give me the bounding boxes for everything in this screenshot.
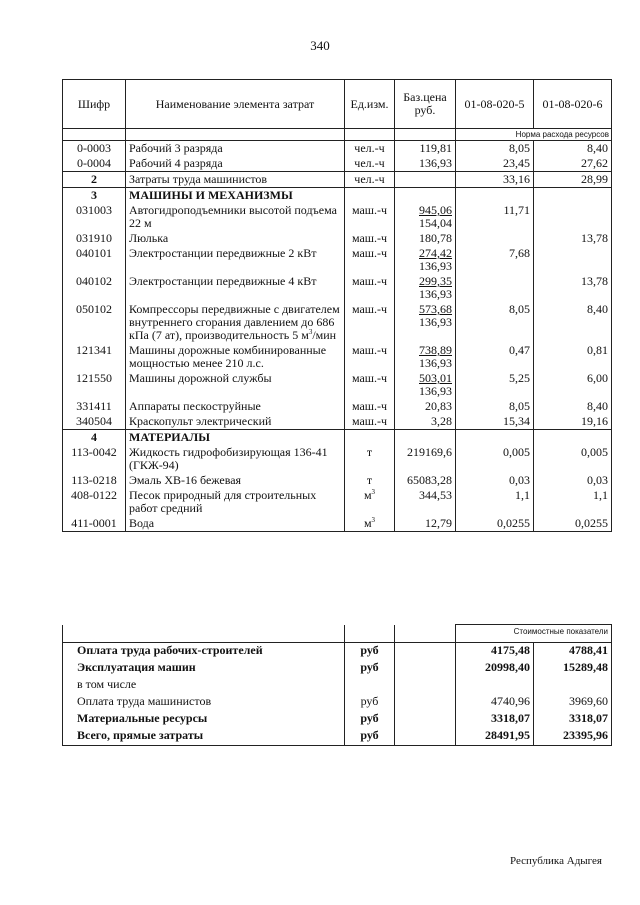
row-name-text: Машины дорожной службы xyxy=(129,371,272,385)
table-row xyxy=(63,516,612,532)
row-unit xyxy=(345,172,395,188)
row-value-col1: 8,05 xyxy=(456,141,534,157)
table-row xyxy=(63,203,612,231)
row-price xyxy=(395,430,456,446)
row-code: 113-0042 xyxy=(63,445,126,473)
row-code: 031910 xyxy=(63,231,126,246)
row-value-col2: 19,16 xyxy=(534,414,612,430)
row-price-main: 274,42 xyxy=(419,246,452,260)
summary-unit: руб xyxy=(345,728,395,746)
row-value-col1 xyxy=(456,430,534,446)
row-price-wage: 136,93 xyxy=(419,287,452,301)
row-name xyxy=(126,231,345,246)
row-value-col2: 13,78 xyxy=(534,274,612,302)
table-row xyxy=(63,231,612,246)
row-unit xyxy=(345,188,395,204)
row-name xyxy=(126,488,345,516)
row-name xyxy=(126,516,345,532)
row-price xyxy=(395,274,456,302)
row-name-text: Люлька xyxy=(129,231,169,245)
row-value-col2: 28,99 xyxy=(534,172,612,188)
row-price-wage: 136,93 xyxy=(419,384,452,398)
summary-value-col2 xyxy=(534,677,612,694)
row-price: 136,93 xyxy=(395,156,456,172)
row-price-wage: 136,93 xyxy=(419,259,452,273)
row-unit xyxy=(345,231,395,246)
row-unit xyxy=(345,473,395,488)
row-unit-text: маш.-ч xyxy=(351,343,388,357)
row-name-text: Электростанции передвижные 2 кВт xyxy=(129,246,317,260)
row-value-col2: 8,40 xyxy=(534,399,612,414)
row-unit xyxy=(345,414,395,430)
row-unit xyxy=(345,302,395,343)
row-price xyxy=(395,343,456,371)
row-price: 344,53 xyxy=(395,488,456,516)
row-price-wage: 154,04 xyxy=(419,216,452,230)
row-name xyxy=(126,343,345,371)
row-value-col1: 11,71 xyxy=(456,203,534,231)
row-value-col2: 27,62 xyxy=(534,156,612,172)
page-number: 340 xyxy=(310,38,330,53)
row-unit-text: чел.-ч xyxy=(354,172,385,186)
row-unit-text: маш.-ч xyxy=(351,203,388,217)
table-row xyxy=(63,274,612,302)
summary-row xyxy=(63,711,612,728)
row-name xyxy=(126,156,345,172)
row-name xyxy=(126,371,345,399)
summary-label: Оплата труда машинистов xyxy=(63,694,345,711)
row-price xyxy=(395,371,456,399)
row-unit xyxy=(345,141,395,157)
table-row xyxy=(63,246,612,274)
row-name-text: Вода xyxy=(129,516,155,530)
row-unit xyxy=(345,246,395,274)
summary-unit xyxy=(345,677,395,694)
summary-row xyxy=(63,728,612,746)
table-row xyxy=(63,343,612,371)
subheader-norm: Норма расхода ресурсов xyxy=(456,129,612,141)
row-unit xyxy=(345,445,395,473)
summary-label: Всего, прямые затраты xyxy=(63,728,345,746)
row-price: 12,79 xyxy=(395,516,456,532)
summary-row xyxy=(63,643,612,661)
row-name-text: Электростанции передвижные 4 кВт xyxy=(129,274,317,288)
summary-label: Материальные ресурсы xyxy=(63,711,345,728)
header-col2: 01-08-020-6 xyxy=(534,80,612,129)
row-value-col2: 6,00 xyxy=(534,371,612,399)
summary-label: Оплата труда рабочих-строителей xyxy=(63,643,345,661)
header-unit: Ед.изм. xyxy=(345,80,395,129)
row-code: 0-0004 xyxy=(63,156,126,172)
row-value-col2 xyxy=(534,246,612,274)
resource-table xyxy=(62,79,612,532)
summary-value-col1: 4740,96 xyxy=(456,694,534,711)
row-name-text: Затраты труда машинистов xyxy=(129,172,268,186)
summary-value-col1 xyxy=(456,677,534,694)
row-unit-sup: 3 xyxy=(371,516,376,524)
row-name-text: Песок природный для строительных работ средний xyxy=(129,488,317,515)
summary-value-col1: 4175,48 xyxy=(456,643,534,661)
row-name-text: МАТЕРИАЛЫ xyxy=(129,430,210,444)
table-row xyxy=(63,172,612,188)
row-unit-text: маш.-ч xyxy=(351,274,388,288)
row-value-col2: 0,03 xyxy=(534,473,612,488)
table-row xyxy=(63,430,612,446)
row-value-col2 xyxy=(534,188,612,204)
header-price: Баз.цена руб. xyxy=(395,80,456,129)
summary-row xyxy=(63,660,612,677)
row-name xyxy=(126,246,345,274)
row-code: 340504 xyxy=(63,414,126,430)
row-value-col1: 8,05 xyxy=(456,302,534,343)
row-name xyxy=(126,414,345,430)
summary-value-col2: 3969,60 xyxy=(534,694,612,711)
subheader-cost: Стоимостные показатели xyxy=(456,625,612,643)
summary-empty xyxy=(395,660,456,677)
summary-unit: руб xyxy=(345,643,395,661)
row-code: 4 xyxy=(63,430,126,446)
row-unit-text: маш.-ч xyxy=(351,246,388,260)
row-value-col2: 1,1 xyxy=(534,488,612,516)
row-unit xyxy=(345,488,395,516)
row-value-col1: 15,34 xyxy=(456,414,534,430)
table-row xyxy=(63,188,612,204)
summary-table xyxy=(62,624,612,746)
row-value-col1: 7,68 xyxy=(456,246,534,274)
row-price-main: 738,89 xyxy=(419,343,452,357)
row-unit xyxy=(345,343,395,371)
row-value-col1: 0,005 xyxy=(456,445,534,473)
table-row xyxy=(63,399,612,414)
summary-label: в том числе xyxy=(63,677,345,694)
row-name-text: Машины дорожные комбинированные мощностью менее 210 л.с. xyxy=(129,343,327,370)
row-code: 040101 xyxy=(63,246,126,274)
summary-unit: руб xyxy=(345,694,395,711)
row-name xyxy=(126,172,345,188)
row-value-col2: 13,78 xyxy=(534,231,612,246)
summary-row xyxy=(63,677,612,694)
header-name: Наименование элемента затрат xyxy=(126,80,345,129)
row-unit-text: маш.-ч xyxy=(351,414,388,428)
summary-empty xyxy=(395,711,456,728)
table-header xyxy=(63,80,612,129)
table-row xyxy=(63,488,612,516)
row-price: 3,28 xyxy=(395,414,456,430)
row-price xyxy=(395,246,456,274)
summary-empty xyxy=(395,677,456,694)
row-value-col1: 0,47 xyxy=(456,343,534,371)
row-unit xyxy=(345,274,395,302)
row-value-col1: 8,05 xyxy=(456,399,534,414)
table-row xyxy=(63,414,612,430)
table-row xyxy=(63,371,612,399)
row-code: 031003 xyxy=(63,203,126,231)
row-code: 411-0001 xyxy=(63,516,126,532)
row-price-main: 945,06 xyxy=(419,203,452,217)
summary-value-col2: 3318,07 xyxy=(534,711,612,728)
summary-unit: руб xyxy=(345,711,395,728)
row-name-text: Компрессоры передвижные с двигателем внутреннего сгорания давлением до 686 кПа (7 ат), производительность 5 м xyxy=(129,302,340,342)
row-code: 121550 xyxy=(63,371,126,399)
row-price-main: 299,35 xyxy=(419,274,452,288)
row-unit-text: т xyxy=(366,473,373,487)
row-value-col2 xyxy=(534,203,612,231)
row-unit-text: маш.-ч xyxy=(351,231,388,245)
row-price: 219169,6 xyxy=(395,445,456,473)
row-value-col1 xyxy=(456,274,534,302)
summary-value-col2: 23395,96 xyxy=(534,728,612,746)
row-name-text: Рабочий 3 разряда xyxy=(129,141,223,155)
row-unit-text: маш.-ч xyxy=(351,399,388,413)
row-value-col1: 0,03 xyxy=(456,473,534,488)
row-price: 20,83 xyxy=(395,399,456,414)
header-col1: 01-08-020-5 xyxy=(456,80,534,129)
row-unit xyxy=(345,430,395,446)
summary-unit: руб xyxy=(345,660,395,677)
summary-value-col2: 15289,48 xyxy=(534,660,612,677)
row-unit-text: маш.-ч xyxy=(351,302,388,316)
row-name-sup: 3 xyxy=(308,328,313,336)
subheader-norm-row xyxy=(63,129,612,141)
row-unit-text: маш.-ч xyxy=(351,371,388,385)
row-price: 65083,28 xyxy=(395,473,456,488)
summary-value-col1: 3318,07 xyxy=(456,711,534,728)
summary-empty xyxy=(395,694,456,711)
summary-row xyxy=(63,694,612,711)
table-row xyxy=(63,473,612,488)
row-unit-text: чел.-ч xyxy=(354,156,385,170)
footer-region: Республика Адыгея xyxy=(509,855,602,867)
row-code: 113-0218 xyxy=(63,473,126,488)
row-value-col1: 5,25 xyxy=(456,371,534,399)
table-row xyxy=(63,156,612,172)
summary-empty xyxy=(395,643,456,661)
row-name-text: Эмаль ХВ-16 бежевая xyxy=(129,473,242,487)
row-name-text: Жидкость гидрофобизирующая 136-41 (ГКЖ-94) xyxy=(129,445,328,472)
row-name-text: Рабочий 4 разряда xyxy=(129,156,223,170)
row-unit xyxy=(345,156,395,172)
row-code: 0-0003 xyxy=(63,141,126,157)
row-unit xyxy=(345,371,395,399)
row-price xyxy=(395,302,456,343)
row-price xyxy=(395,188,456,204)
row-unit-sup: 3 xyxy=(371,488,376,496)
row-value-col1: 33,16 xyxy=(456,172,534,188)
row-unit-text: м xyxy=(363,488,372,502)
row-name xyxy=(126,473,345,488)
row-value-col2 xyxy=(534,430,612,446)
row-price-main: 503,01 xyxy=(419,371,452,385)
table-row xyxy=(63,141,612,157)
row-name-tail: /мин xyxy=(312,328,337,342)
row-value-col2: 0,0255 xyxy=(534,516,612,532)
row-value-col2: 0,81 xyxy=(534,343,612,371)
summary-value-col1: 20998,40 xyxy=(456,660,534,677)
row-name xyxy=(126,203,345,231)
row-value-col1 xyxy=(456,231,534,246)
row-code: 3 xyxy=(63,188,126,204)
row-price-main: 573,68 xyxy=(419,302,452,316)
row-price xyxy=(395,203,456,231)
summary-value-col2: 4788,41 xyxy=(534,643,612,661)
row-price-wage: 136,93 xyxy=(419,356,452,370)
row-name xyxy=(126,399,345,414)
table-row xyxy=(63,445,612,473)
row-code: 2 xyxy=(63,172,126,188)
row-name xyxy=(126,302,345,343)
row-code: 050102 xyxy=(63,302,126,343)
row-value-col1: 1,1 xyxy=(456,488,534,516)
row-price: 180,78 xyxy=(395,231,456,246)
row-unit-text: т xyxy=(366,445,373,459)
row-price: 119,81 xyxy=(395,141,456,157)
row-value-col1 xyxy=(456,188,534,204)
row-value-col1: 23,45 xyxy=(456,156,534,172)
row-code: 121341 xyxy=(63,343,126,371)
row-unit xyxy=(345,516,395,532)
row-name-text: Краскопульт электрический xyxy=(129,414,272,428)
table-row xyxy=(63,302,612,343)
row-name xyxy=(126,274,345,302)
row-unit-text: чел.-ч xyxy=(354,141,385,155)
row-name xyxy=(126,141,345,157)
subheader-cost-row xyxy=(63,625,612,643)
row-price xyxy=(395,172,456,188)
row-name xyxy=(126,445,345,473)
summary-value-col1: 28491,95 xyxy=(456,728,534,746)
row-code: 331411 xyxy=(63,399,126,414)
row-name-text: МАШИНЫ И МЕХАНИЗМЫ xyxy=(129,188,293,202)
row-value-col2: 8,40 xyxy=(534,302,612,343)
row-name xyxy=(126,430,345,446)
row-name xyxy=(126,188,345,204)
row-value-col2: 0,005 xyxy=(534,445,612,473)
row-unit xyxy=(345,203,395,231)
summary-label: Эксплуатация машин xyxy=(63,660,345,677)
summary-empty xyxy=(395,728,456,746)
row-value-col1: 0,0255 xyxy=(456,516,534,532)
row-unit-text: м xyxy=(363,516,372,530)
row-price-wage: 136,93 xyxy=(419,315,452,329)
row-name-text: Аппараты пескоструйные xyxy=(129,399,261,413)
row-unit xyxy=(345,399,395,414)
row-name-text: Автогидроподъемники высотой подъема 22 м xyxy=(129,203,337,230)
header-code: Шифр xyxy=(63,80,126,129)
row-value-col2: 8,40 xyxy=(534,141,612,157)
row-code: 040102 xyxy=(63,274,126,302)
row-code: 408-0122 xyxy=(63,488,126,516)
